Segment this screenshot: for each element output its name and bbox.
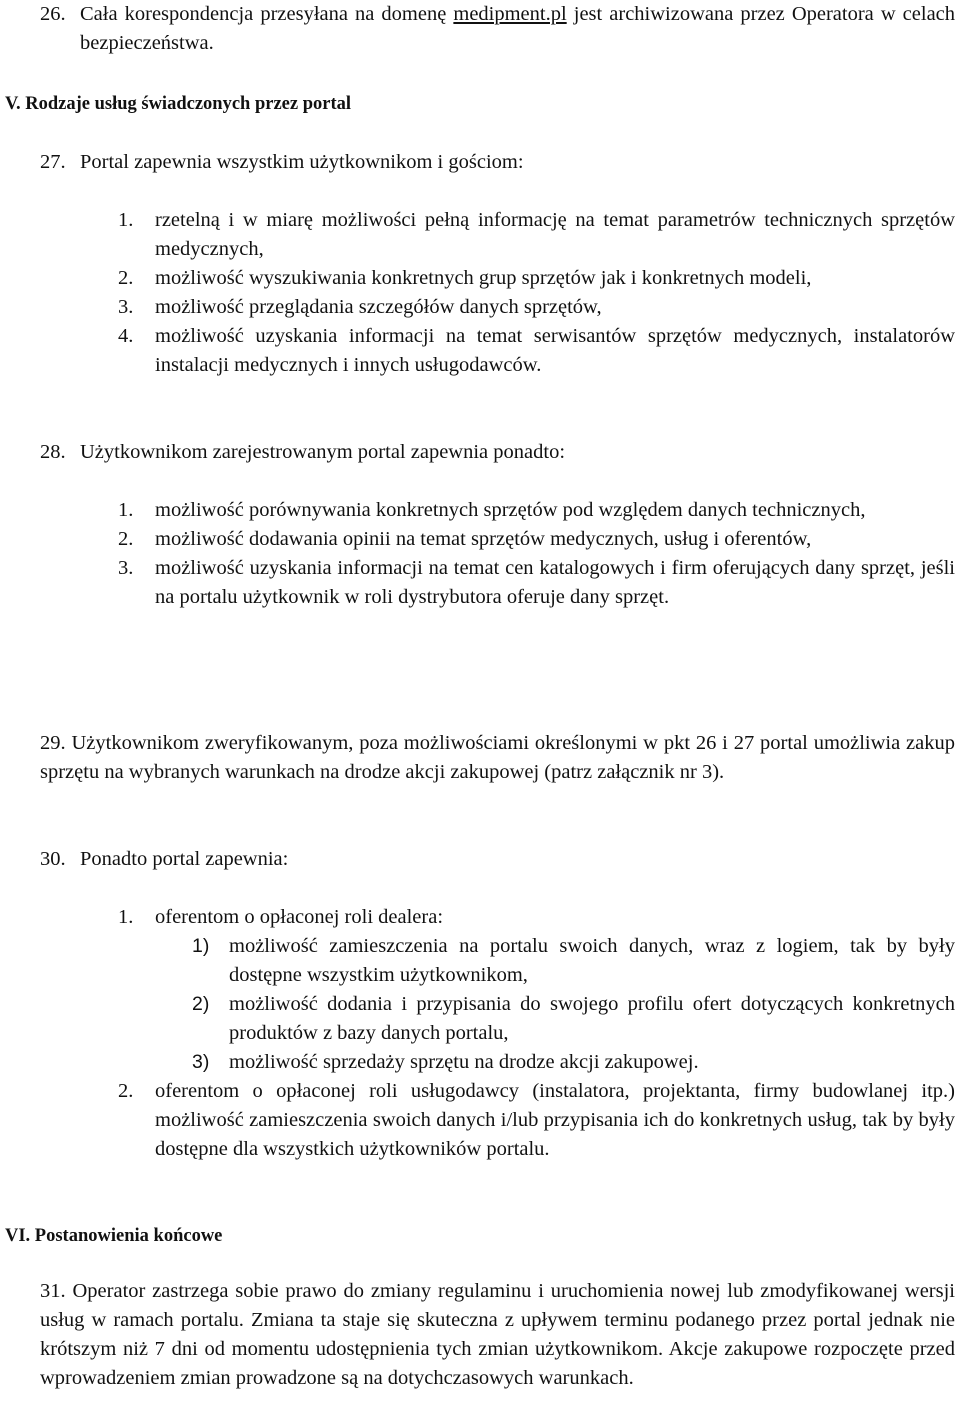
list-item (118, 293, 955, 322)
list-item-number: 2. (118, 1080, 134, 1102)
list-item (118, 525, 955, 554)
paragraph-29-text: Użytkownikom zweryfikowanym, poza możliwościami określonymi w pkt 26 i 27 portal umożliwia zakup sprzętu na wybranych warunkach na drodze akcji zakupowej (patrz załącznik nr 3). (40, 732, 956, 783)
paragraph-27-list (118, 206, 955, 380)
list-item (118, 264, 955, 293)
list-item (118, 554, 955, 612)
list-item-number: 2. (118, 528, 134, 550)
sub-list-item-text: możliwość sprzedaży sprzętu na drodze akcji zakupowej. (229, 1051, 699, 1073)
paragraph-26-text-start: Cała korespondencja przesyłana na domenę (80, 3, 447, 25)
list-item (118, 322, 955, 380)
list-item (118, 496, 955, 525)
paragraph-30-number: 30. (40, 848, 66, 870)
sub-list-item-number: 2) (192, 993, 210, 1015)
list-item-number: 1. (118, 499, 134, 521)
list-item-text: możliwość porównywania konkretnych sprzętów pod względem danych technicznych, (155, 499, 866, 521)
paragraph-27 (40, 148, 955, 177)
sub-list-item-text: możliwość dodania i przypisania do swojego profilu ofert dotyczących konkretnych produktów z bazy danych portalu, (229, 993, 955, 1044)
paragraph-30 (40, 845, 955, 874)
dealer-sublist (192, 932, 955, 1077)
list-item-number: 4. (118, 325, 134, 347)
list-item-text: oferentom o opłaconej roli dealera: (155, 906, 444, 928)
paragraph-26-text-end: jest archiwizowana przez Operatora w celach bezpieczeństwa. (80, 3, 956, 54)
list-item-number: 2. (118, 267, 134, 289)
list-item-number: 1. (118, 209, 134, 231)
sub-list-item (192, 932, 955, 990)
sub-list-item (192, 990, 955, 1048)
list-item (118, 206, 955, 264)
sub-list-item-text: możliwość zamieszczenia na portalu swoich danych, wraz z logiem, tak by były dostępne wszystkim użytkownikom, (229, 935, 955, 986)
list-item-number: 1. (118, 906, 134, 928)
list-item-number: 3. (118, 557, 134, 579)
paragraph-27-number: 27. (40, 151, 66, 173)
list-item-text: rzetelną i w miarę możliwości pełną informację na temat parametrów technicznych sprzętów medycznych, (155, 209, 955, 260)
section-vi-heading: VI. Postanowienia końcowe (5, 1226, 223, 1246)
paragraph-28-list (118, 496, 955, 612)
paragraph-29 (40, 729, 955, 787)
list-item (118, 1077, 955, 1164)
paragraph-31-text: Operator zastrzega sobie prawo do zmiany regulaminu i uruchomienia nowej lub zmodyfikowanej wersji usług w ramach portalu. Zmiana ta staje się skuteczna z upływem terminu podanego przez portal jednak nie krótszym niż 7 dni od momentu udostępnienia tych zmian użytkownikom. Akcje zakupowe rozpoczęte przed wprowadzeniem zmian prowadzone są na dotychczasowych warunkach. (40, 1280, 955, 1389)
list-item-text: możliwość przeglądania szczegółów danych sprzętów, (155, 296, 602, 318)
list-item-text: możliwość wyszukiwania konkretnych grup sprzętów jak i konkretnych modeli, (155, 267, 812, 289)
domain-link[interactable]: medipment.pl (453, 3, 567, 25)
list-item-text: oferentom o opłaconej roli usługodawcy (instalatora, projektanta, firmy budowlanej itp.) możliwość zamieszczenia swoich danych i/lub przypisania ich do konkretnych usług, tak by były dostępne dla wszystkich użytkowników portalu. (155, 1080, 955, 1160)
list-item-text: możliwość dodawania opinii na temat sprzętów medycznych, usług i oferentów, (155, 528, 812, 550)
paragraph-26 (40, 0, 955, 58)
paragraph-31 (40, 1277, 955, 1393)
list-item-text: możliwość uzyskania informacji na temat serwisantów sprzętów medycznych, instalatorów instalacji medycznych i innych usługodawców. (155, 325, 955, 376)
paragraph-27-text: Portal zapewnia wszystkim użytkownikom i gościom: (80, 151, 524, 173)
sub-list-item-number: 3) (192, 1051, 210, 1073)
paragraph-29-number: 29. (40, 732, 66, 754)
list-item (118, 903, 955, 932)
paragraph-28 (40, 438, 955, 467)
list-item-text: możliwość uzyskania informacji na temat cen katalogowych i firm oferujących dany sprzęt, jeśli na portalu użytkownik w roli dystrybutora oferuje dany sprzęt. (155, 557, 955, 608)
sub-list-item (192, 1048, 955, 1077)
sub-list-item-number: 1) (192, 935, 210, 957)
paragraph-26-number: 26. (40, 3, 66, 25)
paragraph-30-list (118, 903, 955, 1164)
paragraph-31-number: 31. (40, 1280, 66, 1302)
section-v-heading: V. Rodzaje usług świadczonych przez portal (5, 94, 352, 114)
paragraph-28-number: 28. (40, 441, 66, 463)
paragraph-30-text: Ponadto portal zapewnia: (80, 848, 289, 870)
list-item-number: 3. (118, 296, 134, 318)
paragraph-28-text: Użytkownikom zarejestrowanym portal zapewnia ponadto: (80, 441, 566, 463)
